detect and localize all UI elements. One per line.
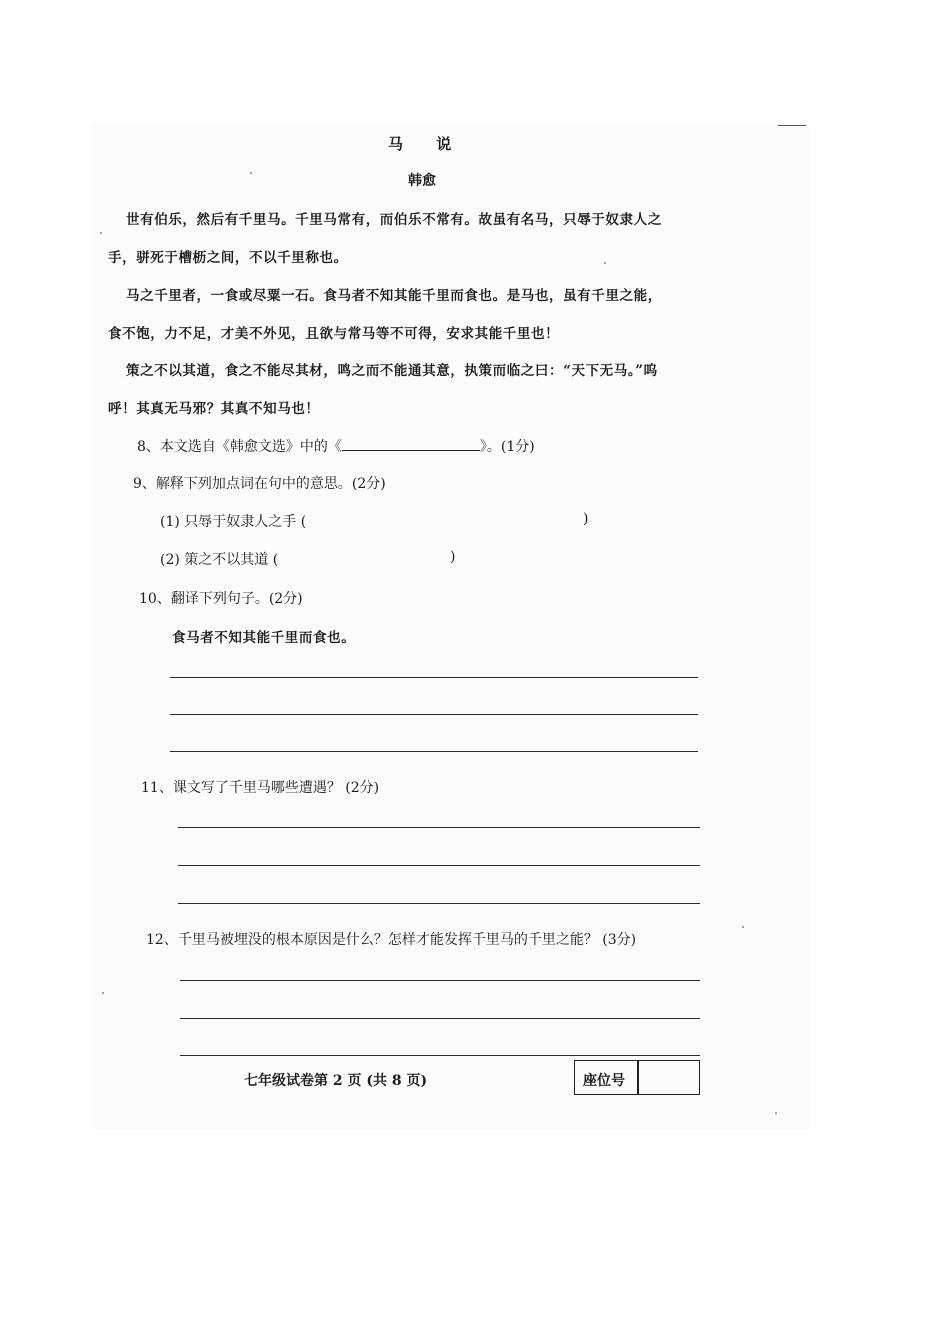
- scan-speck: [604, 262, 606, 264]
- scan-speck: [102, 992, 104, 994]
- question-8-suffix: 》。(1分): [479, 439, 535, 455]
- question-9-item-1: (1) 只辱于奴隶人之手 (: [160, 514, 307, 530]
- answer-line-q11[interactable]: [178, 827, 700, 828]
- answer-blank-q8[interactable]: [342, 438, 480, 451]
- scan-speck: [100, 232, 102, 234]
- seat-label: 座位号: [583, 1073, 625, 1089]
- question-8: [137, 436, 535, 456]
- seat-box-divider: [637, 1061, 639, 1094]
- answer-line-q10[interactable]: [170, 751, 698, 752]
- question-9: 9、解释下列加点词在句中的意思。(2分): [133, 476, 386, 492]
- question-10: 10、翻译下列句子。(2分): [139, 591, 303, 607]
- question-9-item-2: (2) 策之不以其道 (: [160, 552, 279, 568]
- corner-mark: [778, 125, 806, 126]
- answer-line-q12[interactable]: [180, 1055, 700, 1056]
- question-8-prefix: 8、本文选自《韩愈文选》中的《: [137, 439, 342, 455]
- passage-line: 马之千里者，一食或尽粟一石。食马者不知其能千里而食也。是马也，虽有千里之能，: [126, 288, 662, 304]
- answer-line-q10[interactable]: [170, 677, 698, 678]
- scan-speck: [775, 1112, 777, 1114]
- passage-line: 世有伯乐，然后有千里马。千里马常有，而伯乐不常有。故虽有名马，只辱于奴隶人之: [126, 212, 662, 228]
- question-9-item-2-close: ): [450, 549, 456, 565]
- passage-line: 呼！其真无马邪？其真不知马也！: [108, 401, 320, 417]
- answer-line-q11[interactable]: [178, 903, 700, 904]
- answer-line-q11[interactable]: [178, 865, 700, 866]
- page-info: 七年级试卷第 2 页 (共 8 页): [244, 1073, 428, 1089]
- answer-line-q12[interactable]: [180, 980, 700, 981]
- seat-number-box: [574, 1060, 700, 1095]
- question-9-item-1-close: ): [583, 511, 589, 527]
- question-10-sentence: 食马者不知其能千里而食也。: [172, 630, 356, 646]
- answer-line-q10[interactable]: [170, 714, 698, 715]
- question-12: 12、千里马被埋没的根本原因是什么？怎样才能发挥千里马的千里之能？ (3分): [146, 932, 637, 948]
- answer-line-q12[interactable]: [180, 1018, 700, 1019]
- question-11: 11、课文写了千里马哪些遭遇？ (2分): [141, 780, 380, 796]
- passage-title: 马 说: [388, 135, 466, 153]
- scan-speck: [250, 172, 252, 174]
- scan-speck: [742, 926, 744, 928]
- passage-line: 手，骈死于槽枥之间，不以千里称也。: [108, 250, 348, 266]
- passage-line: 食不饱，力不足，才美不外见，且欲与常马等不可得，安求其能千里也！: [108, 326, 560, 342]
- passage-line: 策之不以其道，食之不能尽其材，鸣之而不能通其意，执策而临之曰：“天下无马。”呜: [126, 363, 658, 379]
- passage-author: 韩愈: [408, 173, 436, 189]
